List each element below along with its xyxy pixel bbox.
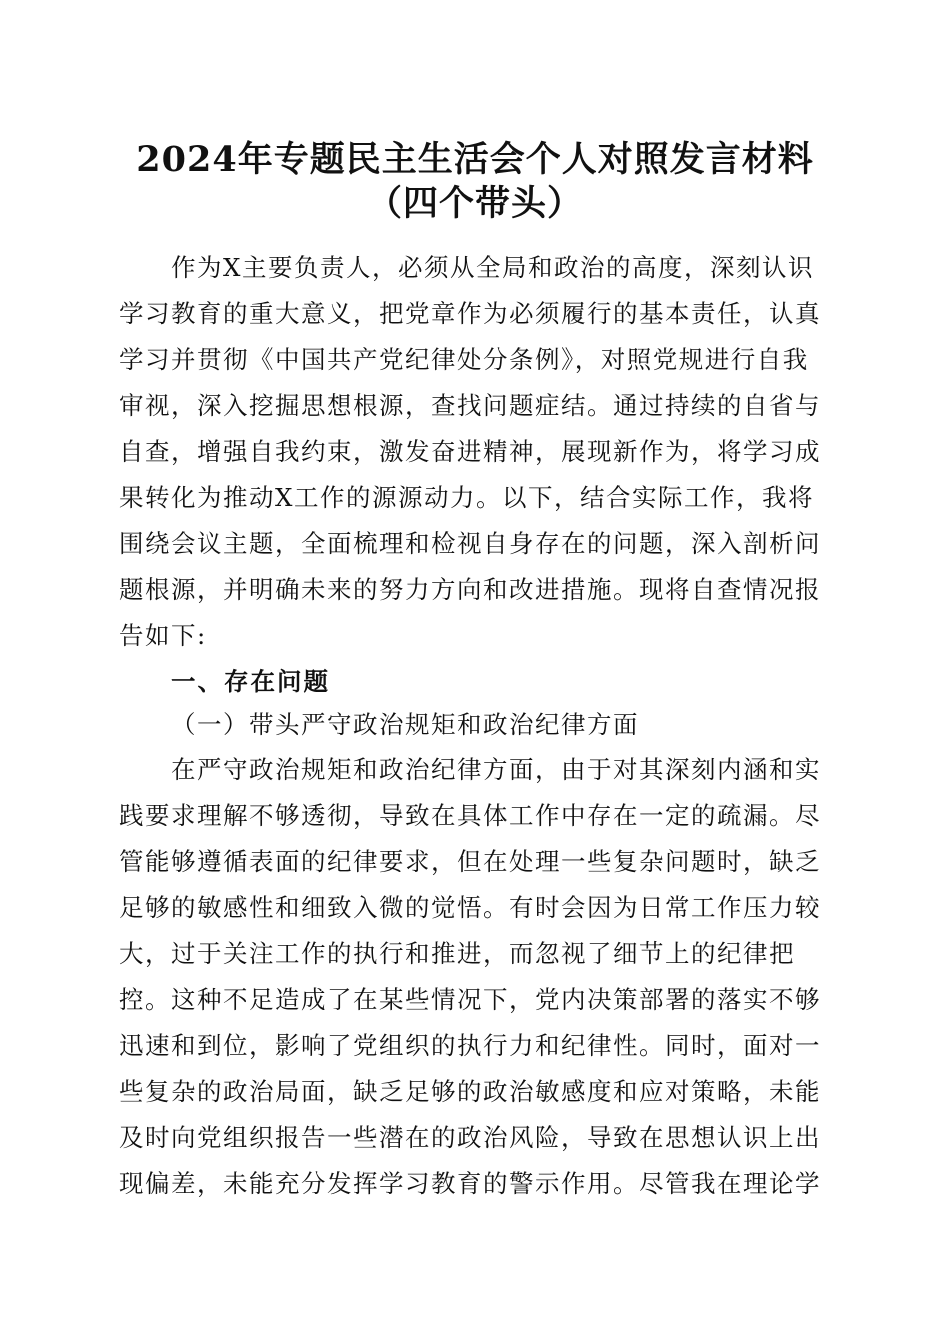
body-line: 现偏差，未能充分发挥学习教育的警示作用。尽管我在理论学 (119, 1169, 821, 1198)
intro-line: 告如下: (119, 621, 207, 650)
intro-line: 自查，增强自我约束，激发奋进精神，展现新作为，将学习成 (119, 437, 821, 466)
document-subtitle: （四个带头） (366, 183, 583, 224)
body-line: 大，过于关注工作的执行和推进，而忽视了细节上的纪律把 (119, 939, 795, 968)
body-line: 在严守政治规矩和政治纪律方面，由于对其深刻内涵和实 (171, 755, 821, 784)
section-heading: 一、存在问题 (171, 667, 330, 696)
body-line: 践要求理解不够透彻，导致在具体工作中存在一定的疏漏。尽 (119, 801, 821, 830)
body-line: 管能够遵循表面的纪律要求，但在处理一些复杂问题时，缺乏 (119, 847, 821, 876)
intro-line: 围绕会议主题，全面梳理和检视自身存在的问题，深入剖析问 (119, 529, 821, 558)
body-line: 控。这种不足造成了在某些情况下，党内决策部署的落实不够 (119, 985, 821, 1014)
intro-line: 果转化为推动X工作的源源动力。以下，结合实际工作，我将 (119, 483, 814, 512)
intro-line: 学习并贯彻《中国共产党纪律处分条例》，对照党规进行自我 (119, 345, 809, 374)
intro-line: 题根源，并明确未来的努力方向和改进措施。现将自查情况报 (119, 575, 821, 604)
document-title: 2024年专题民主生活会个人对照发言材料 (136, 139, 814, 180)
body-line: 足够的敏感性和细致入微的觉悟。有时会因为日常工作压力较 (119, 893, 821, 922)
intro-line: 审视，深入挖掘思想根源，查找问题症结。通过持续的自省与 (119, 391, 821, 420)
subsection-heading: （一）带头严守政治规矩和政治纪律方面 (171, 710, 639, 739)
body-line: 及时向党组织报告一些潜在的政治风险，导致在思想认识上出 (119, 1123, 821, 1152)
body-line: 些复杂的政治局面，缺乏足够的政治敏感度和应对策略，未能 (119, 1077, 821, 1106)
intro-line: 学习教育的重大意义，把党章作为必须履行的基本责任，认真 (119, 299, 821, 328)
intro-line: 作为X主要负责人，必须从全局和政治的高度，深刻认识 (171, 253, 814, 282)
body-line: 迅速和到位，影响了党组织的执行力和纪律性。同时，面对一 (119, 1031, 821, 1060)
